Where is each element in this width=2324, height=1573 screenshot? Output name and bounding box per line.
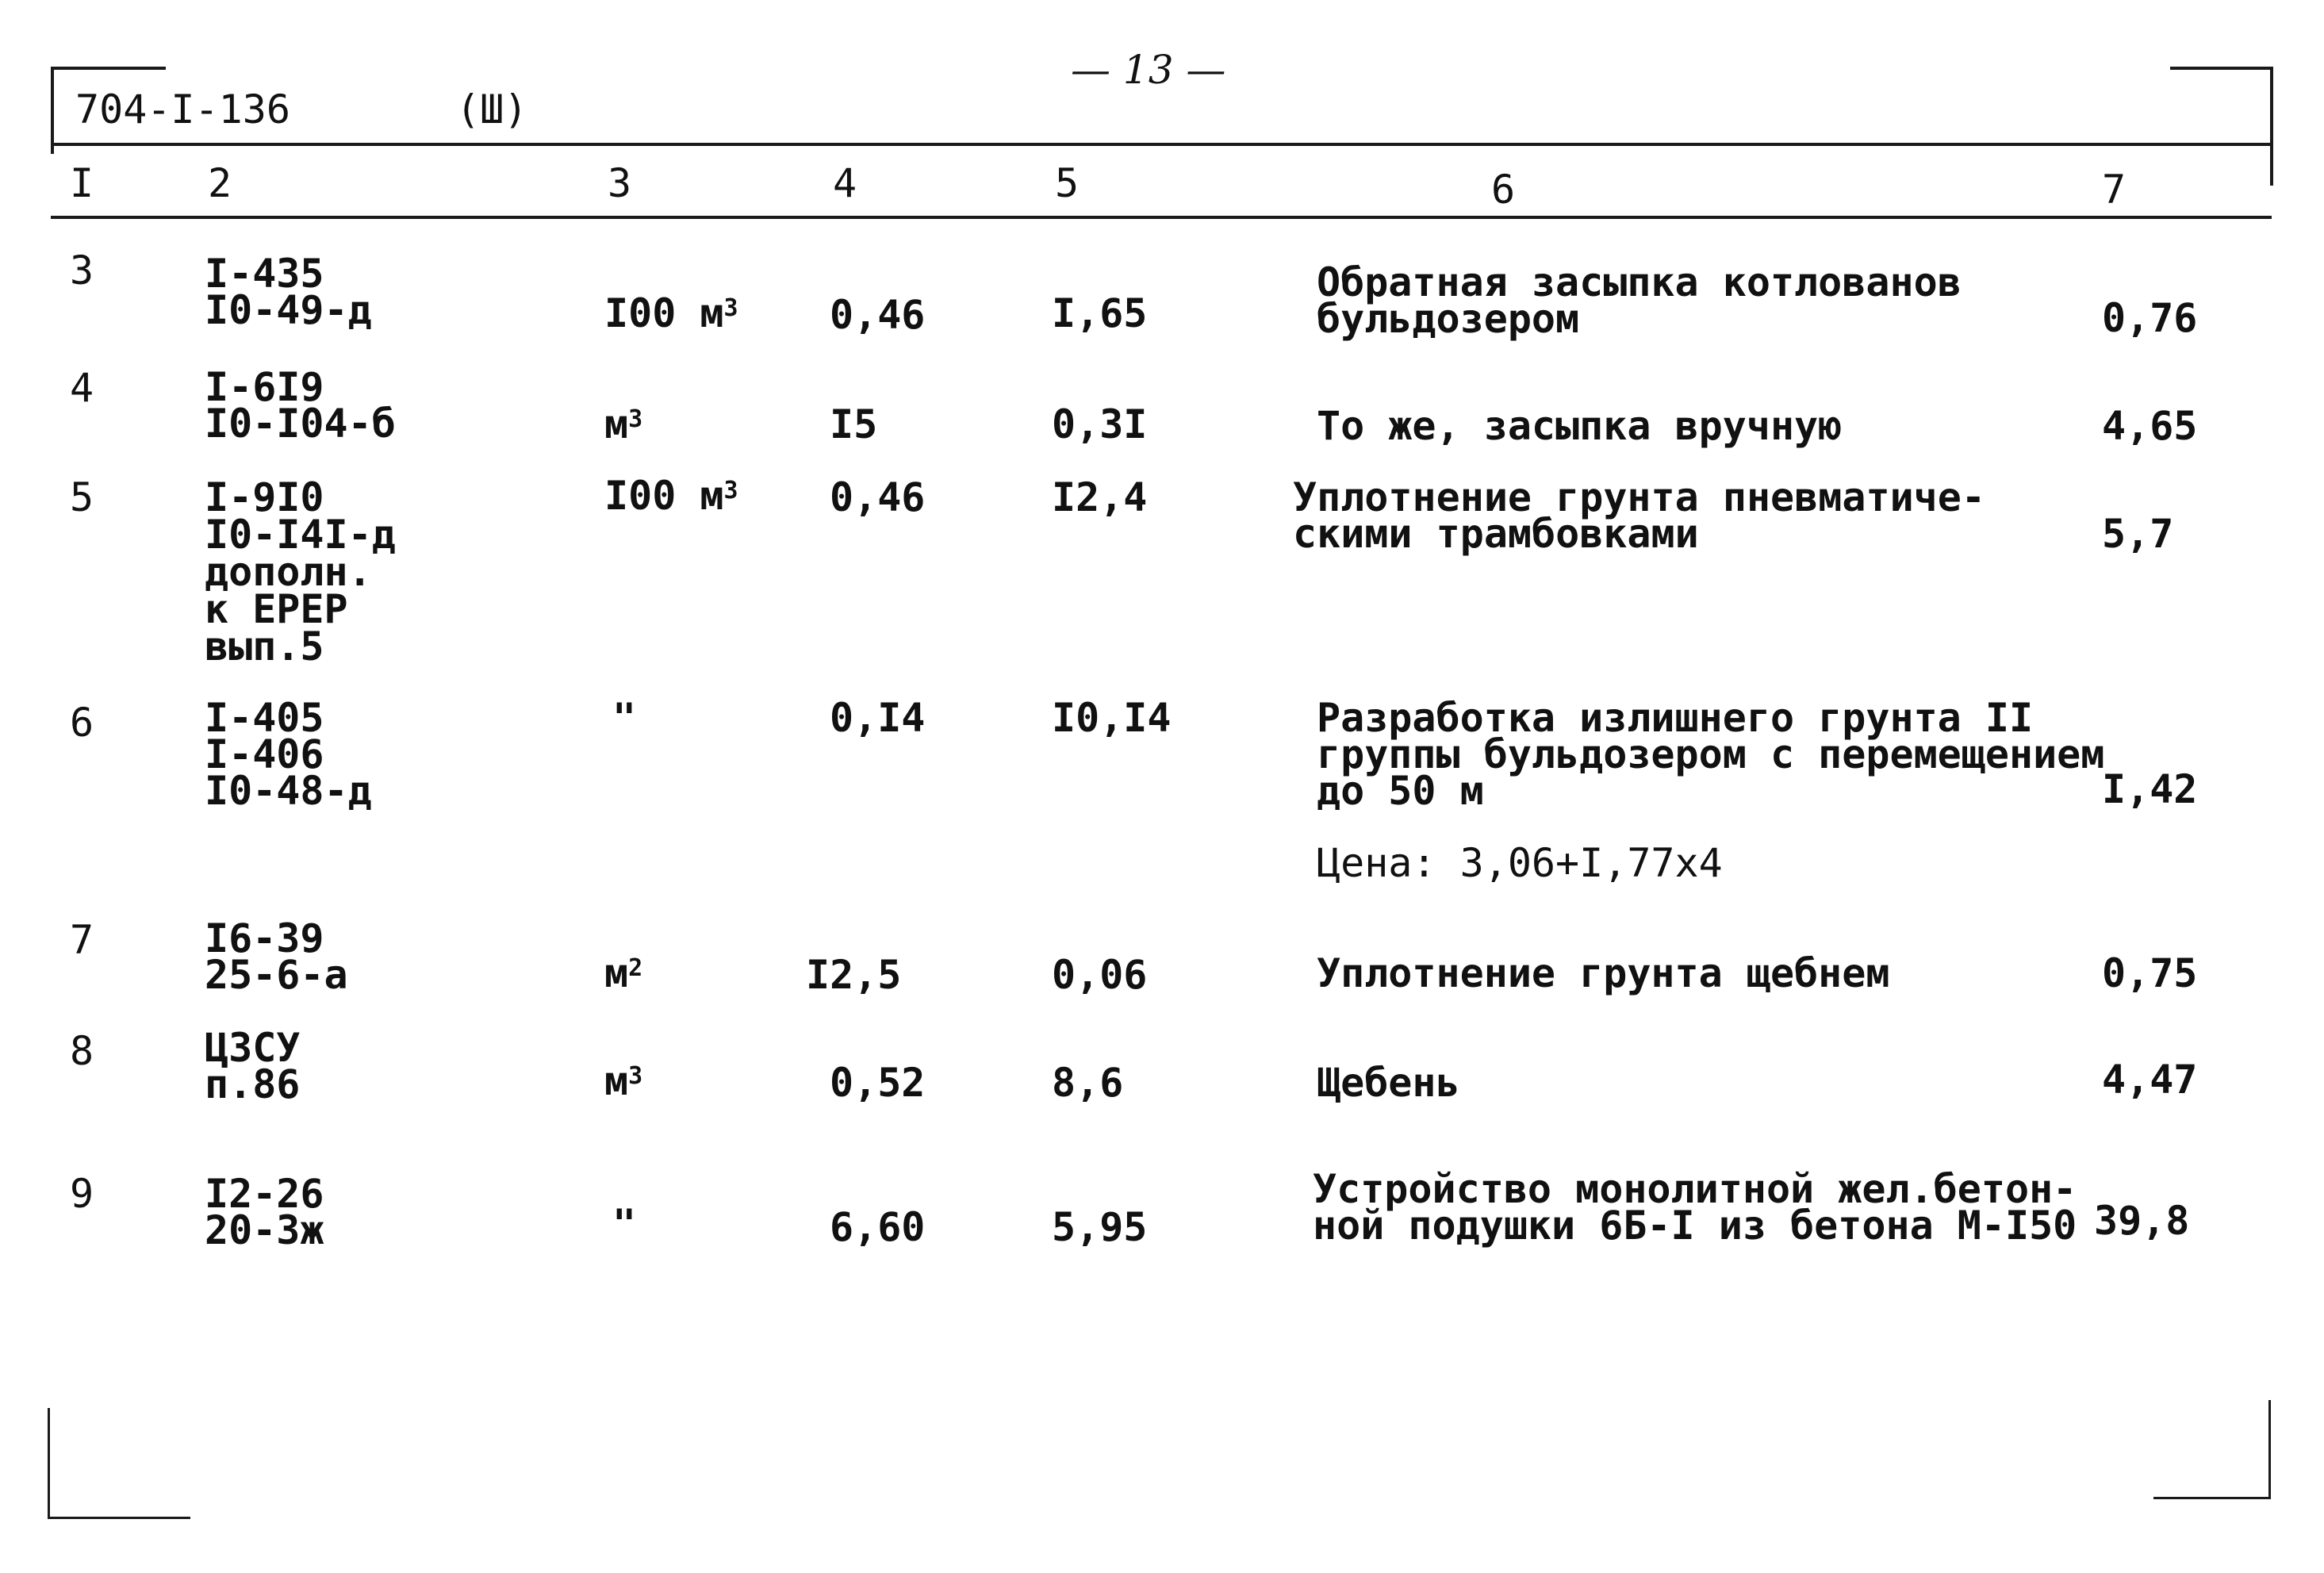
work-description: Обратная засыпка котлованов бульдозером <box>1317 259 1962 342</box>
work-description: Щебень <box>1317 1060 1460 1106</box>
frame-top-left <box>51 67 166 70</box>
cost: 39,8 <box>2094 1198 2190 1244</box>
unit-price: I2,4 <box>1052 474 1148 520</box>
unit: $м^3$ <box>604 1058 643 1104</box>
frame-bottom-left <box>48 1517 190 1519</box>
norm-code: ЦЗСУ п.86 <box>205 1025 301 1107</box>
work-description: Разработка излишнего грунта II группы бульдозером с перемещением до 50 м <box>1317 695 2105 814</box>
work-description: То же, засыпка вручную <box>1317 403 1843 449</box>
header-line <box>51 143 2272 146</box>
unit: I00 $м^3$ <box>604 290 738 336</box>
quantity: I2,5 <box>806 952 902 998</box>
row-number: 3 <box>70 247 94 293</box>
frame-left-top <box>51 67 54 154</box>
column-header-2: 2 <box>208 160 232 206</box>
norm-code: I-6I9 I0-I04-б <box>205 364 396 447</box>
column-header-4: 4 <box>833 160 857 206</box>
cost: 5,7 <box>2102 511 2174 557</box>
unit: $м^2$ <box>604 950 643 996</box>
unit: " <box>612 695 637 741</box>
page-number: — 13 — <box>1071 47 1226 93</box>
column-header-1: I <box>70 160 94 206</box>
cost: 4,65 <box>2102 403 2198 449</box>
column-header-3: 3 <box>608 160 632 206</box>
unit-price: 0,3I <box>1052 401 1148 447</box>
work-description: Уплотнение грунта щебнем <box>1317 950 1890 996</box>
frame-right-top <box>2270 67 2273 186</box>
row-number: 4 <box>70 365 94 411</box>
norm-code: I-405 I-406 I0-48-д <box>205 695 372 814</box>
norm-code: I-435 I0-49-д <box>205 251 372 333</box>
column-header-7: 7 <box>2102 167 2126 213</box>
row-number: 6 <box>70 700 94 746</box>
unit: I00 $м^3$ <box>604 473 738 519</box>
section-mark: (Ш) <box>456 86 528 132</box>
unit: $м^3$ <box>604 401 643 447</box>
norm-code: I-9I0 I0-I4I-д дополн. к ЕРЕР вып.5 <box>205 474 396 669</box>
price-note: Цена: 3,06+I,77х4 <box>1317 840 1723 886</box>
quantity: 0,46 <box>830 474 926 520</box>
document-code: 704-I-136 <box>75 86 290 132</box>
row-number: 9 <box>70 1171 94 1217</box>
column-header-line <box>51 216 2272 219</box>
unit-price: I0,I4 <box>1052 695 1172 741</box>
unit-price: 5,95 <box>1052 1204 1148 1250</box>
norm-code: I2-26 20-3ж <box>205 1171 324 1253</box>
work-description: Уплотнение грунта пневматиче- скими трамбовками <box>1293 474 1985 557</box>
unit-price: 8,6 <box>1052 1060 1124 1106</box>
row-number: 8 <box>70 1028 94 1074</box>
frame-left-bottom <box>48 1408 50 1519</box>
quantity: I5 <box>830 401 878 447</box>
unit-price: 0,06 <box>1052 952 1148 998</box>
column-header-6: 6 <box>1491 167 1516 213</box>
norm-code: I6-39 25-6-а <box>205 915 348 998</box>
column-header-5: 5 <box>1055 160 1080 206</box>
unit-price: I,65 <box>1052 290 1148 336</box>
frame-top-right <box>2170 67 2273 70</box>
row-number: 5 <box>70 474 94 520</box>
unit: " <box>612 1201 637 1247</box>
quantity: 0,52 <box>830 1060 926 1106</box>
work-description: Устройство монолитной жел.бетон- ной подушки 6Б-I из бетона М-I50 <box>1313 1166 2077 1249</box>
cost: I,42 <box>2102 766 2198 812</box>
frame-bottom-right <box>2153 1497 2271 1499</box>
cost: 0,76 <box>2102 295 2198 341</box>
quantity: 0,46 <box>830 292 926 338</box>
row-number: 7 <box>70 917 94 963</box>
cost: 4,47 <box>2102 1057 2198 1103</box>
quantity: 0,I4 <box>830 695 926 741</box>
cost: 0,75 <box>2102 950 2198 996</box>
quantity: 6,60 <box>830 1204 926 1250</box>
frame-right-bottom <box>2268 1400 2271 1499</box>
